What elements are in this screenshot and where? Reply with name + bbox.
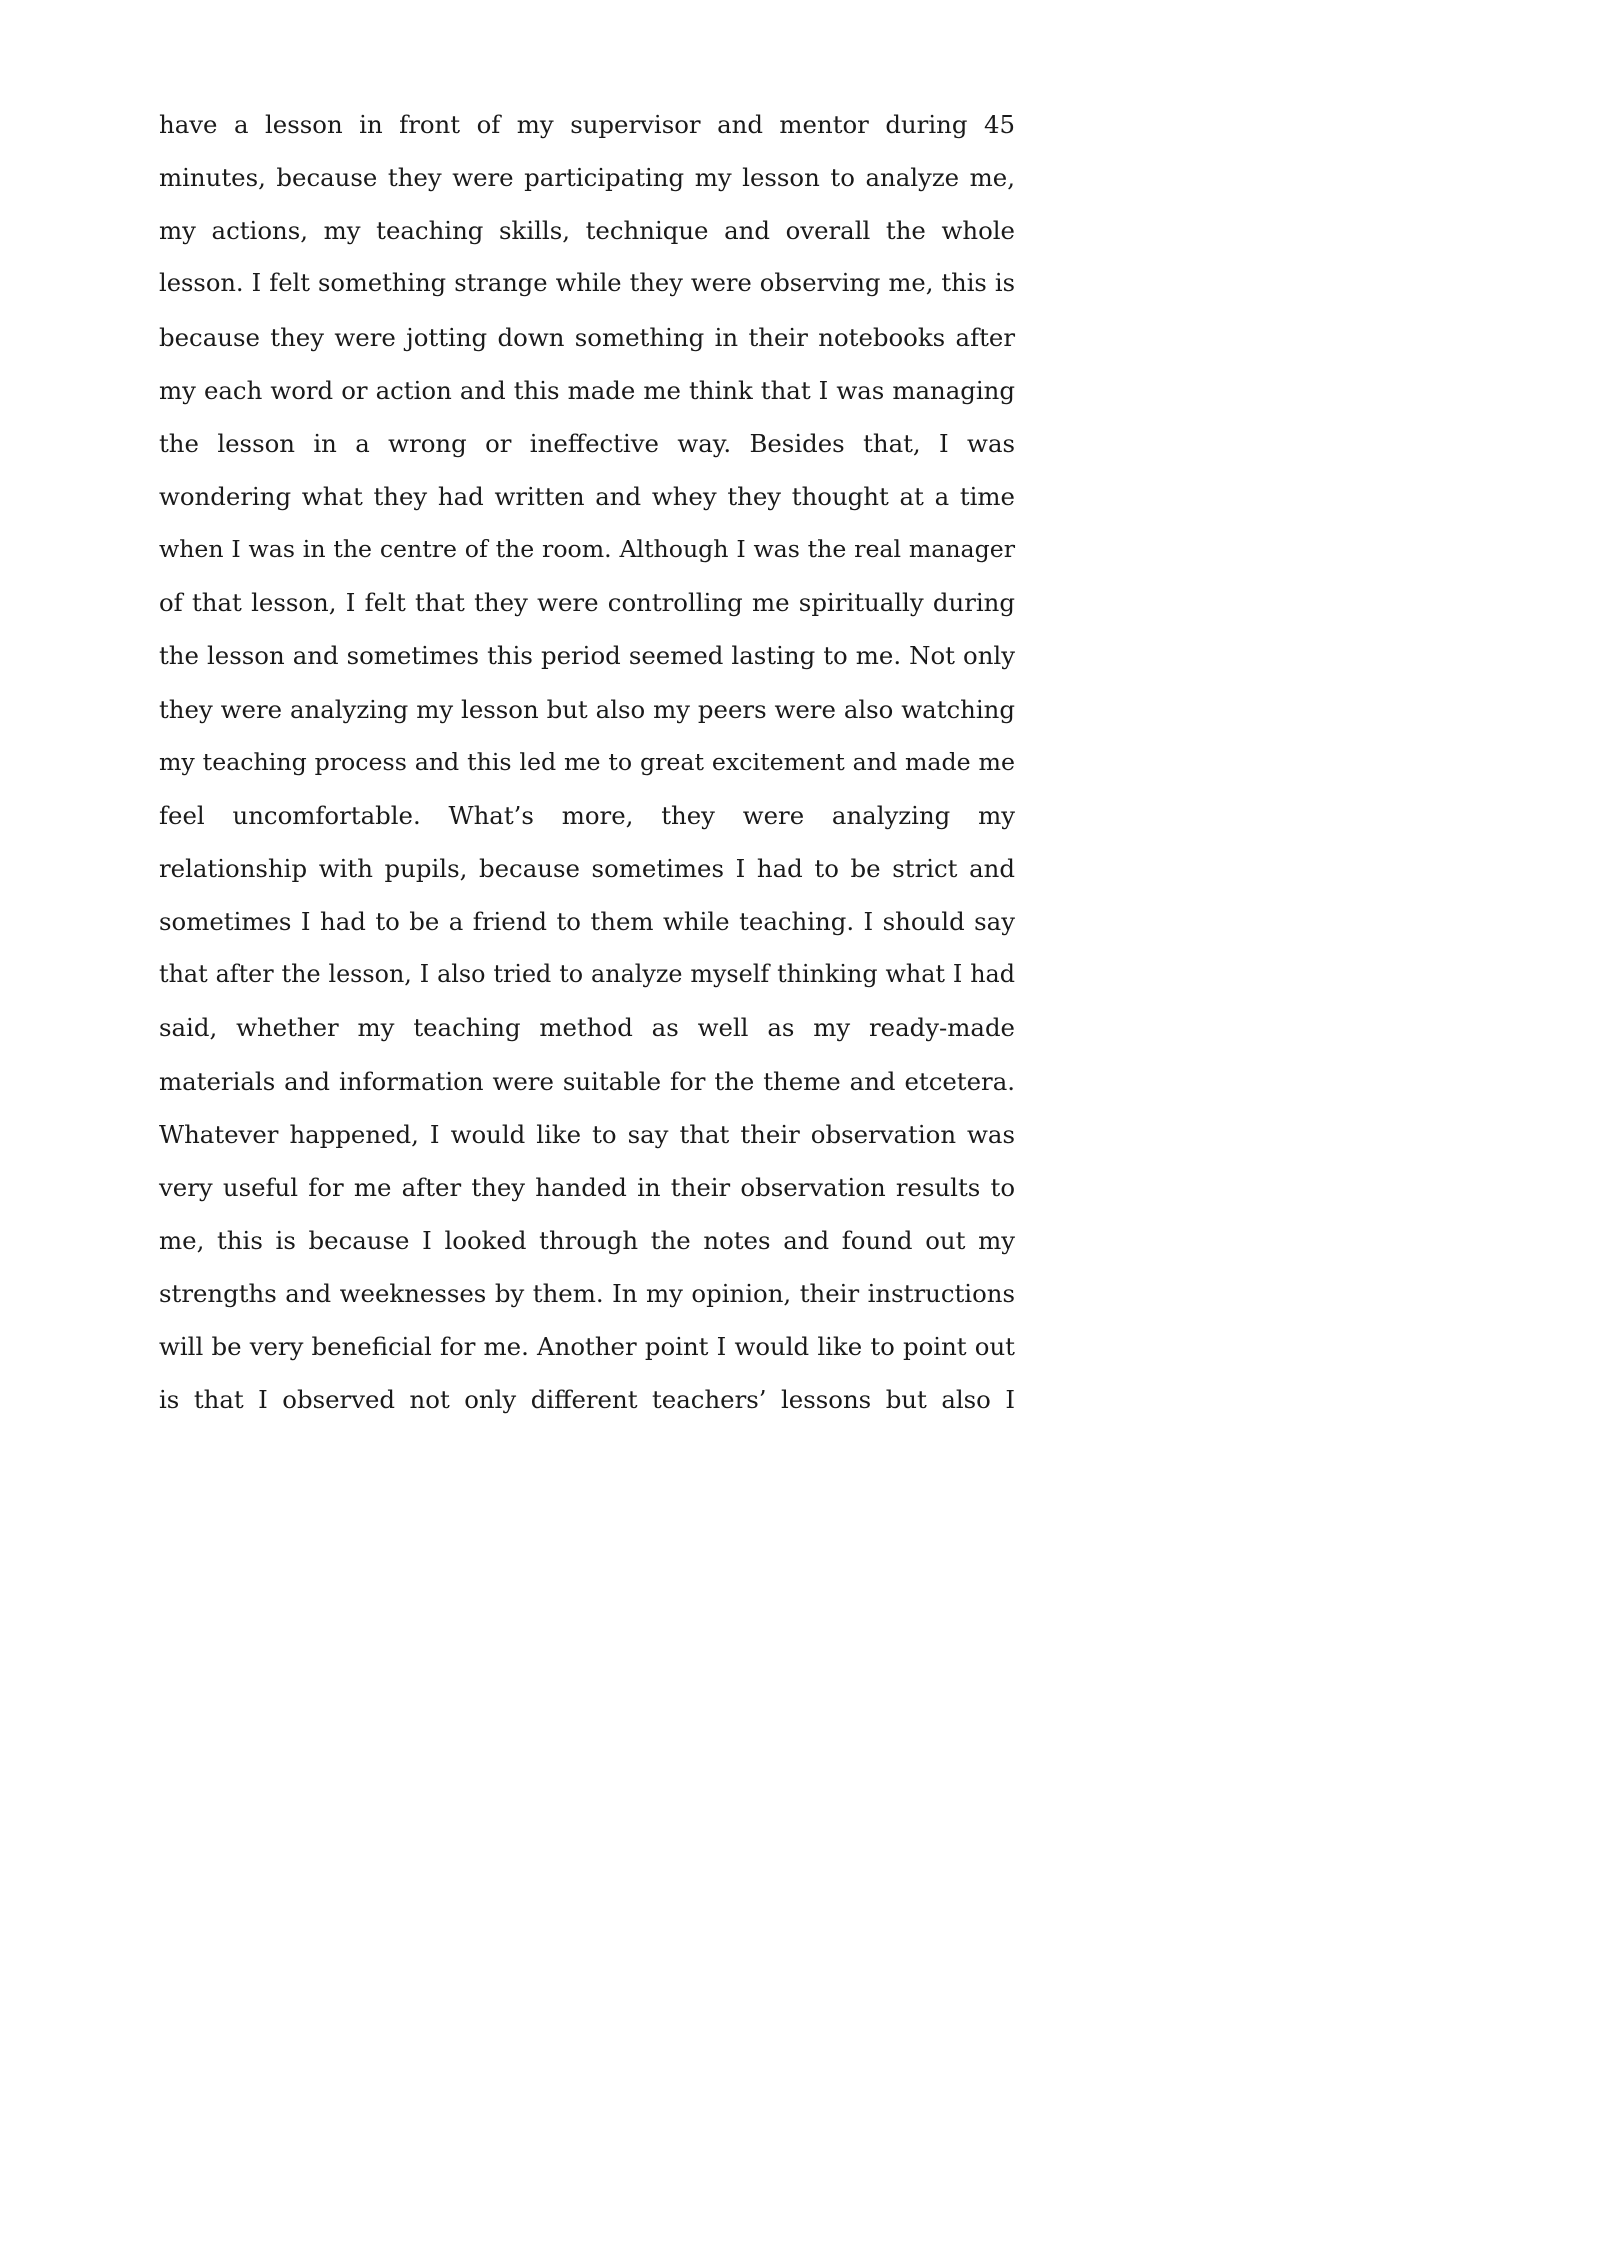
- text-line: they were analyzing my lesson but also my peers were also watching: [159, 694, 1015, 724]
- text-line: my each word or action and this made me think that I was managing: [159, 375, 1015, 405]
- text-line: because they were jotting down something in their notebooks after: [159, 322, 1015, 352]
- text-line: is that I observed not only different teachers’ lessons but also I: [159, 1385, 1015, 1415]
- text-line: relationship with pupils, because sometimes I had to be strict and: [159, 853, 1015, 883]
- text-line: lesson. I felt something strange while they were observing me, this is: [159, 269, 1015, 298]
- text-line: have a lesson in front of my supervisor and mentor during 45: [159, 110, 1015, 139]
- text-line: when I was in the centre of the room. Although I was the real manager: [159, 535, 1015, 564]
- text-line: feel uncomfortable. What’s more, they were analyzing my: [159, 800, 1015, 830]
- text-line: said, whether my teaching method as well as my ready-made: [159, 1013, 1015, 1043]
- document-page: [0, 0, 1103, 1559]
- text-line: minutes, because they were participating my lesson to analyze me,: [159, 163, 1015, 193]
- text-line: will be very beneficial for me. Another point I would like to point out: [159, 1332, 1015, 1362]
- text-line: materials and information were suitable for the theme and etcetera.: [159, 1066, 1015, 1096]
- text-line: of that lesson, I felt that they were controlling me spiritually during: [159, 588, 1015, 618]
- text-line: strengths and weeknesses by them. In my opinion, their instructions: [159, 1279, 1015, 1309]
- text-line: Whatever happened, I would like to say that their observation was: [159, 1119, 1015, 1149]
- text-line: that after the lesson, I also tried to analyze myself thinking what I had: [159, 960, 1015, 989]
- text-line: very useful for me after they handed in their observation results to: [159, 1172, 1015, 1202]
- text-line: my actions, my teaching skills, technique and overall the whole: [159, 216, 1015, 246]
- text-line: the lesson in a wrong or ineffective way. Besides that, I was: [159, 428, 1015, 458]
- text-line: sometimes I had to be a friend to them while teaching. I should say: [159, 907, 1015, 937]
- body-paragraph: [159, 98, 1015, 1427]
- text-line: my teaching process and this led me to great excitement and made me: [159, 747, 1015, 776]
- text-line: wondering what they had written and whey they thought at a time: [159, 481, 1015, 511]
- text-line: me, this is because I looked through the notes and found out my: [159, 1225, 1015, 1255]
- text-line: the lesson and sometimes this period seemed lasting to me. Not only: [159, 641, 1015, 671]
